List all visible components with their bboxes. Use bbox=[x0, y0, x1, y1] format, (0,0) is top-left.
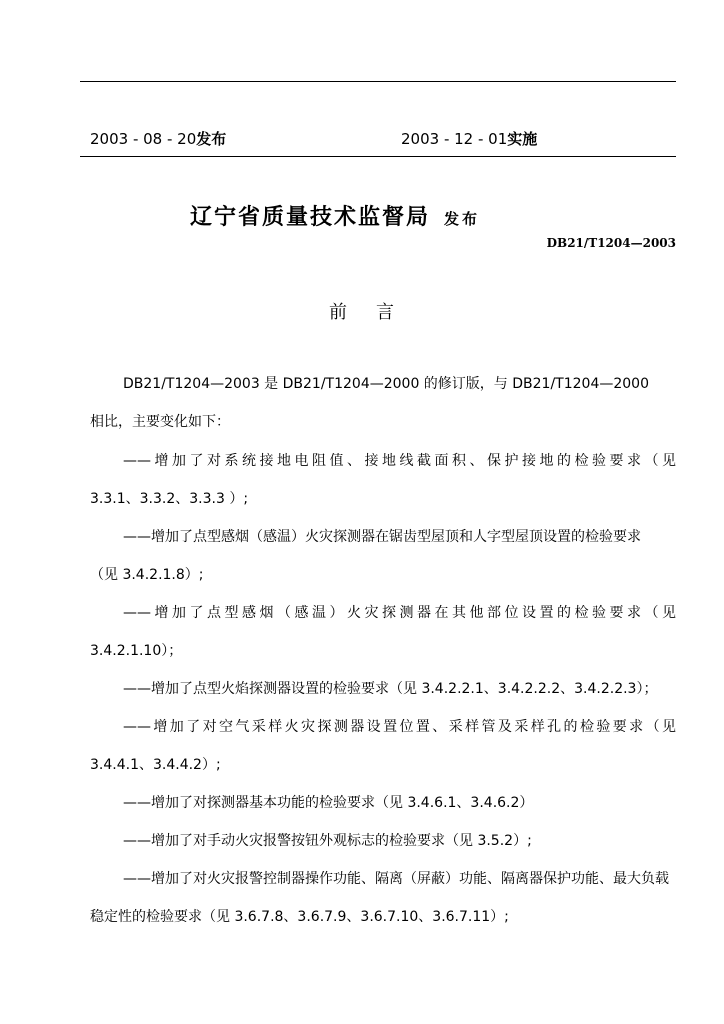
list-item-line: ——增加了对手动火灾报警按钮外观标志的检验要求（见 3.5.2）; bbox=[123, 833, 532, 849]
paragraph-line: 相比，主要变化如下： bbox=[90, 414, 230, 430]
list-item-line: （见 3.4.2.1.8）; bbox=[90, 567, 204, 583]
paragraph-line: DB21/T1204—2003 是 DB21/T1204—2000 的修订版，与 DB21/T1204—2000 bbox=[123, 376, 649, 392]
list-item-line: 3.4.2.1.10）； bbox=[90, 643, 183, 659]
list-item-line: ——增加了点型感烟（感温）火灾探测器在其他部位设置的检验要求（见 bbox=[123, 605, 676, 621]
agency-name: 辽宁省质量技术监督局 bbox=[190, 205, 431, 230]
list-item-line: ——增加了点型感烟（感温）火灾探测器在锯齿型屋顶和人字型屋顶设置的检验要求 bbox=[123, 529, 641, 545]
agency-suffix: 发布 bbox=[444, 210, 481, 228]
header-rule bbox=[80, 156, 676, 157]
issue-date: 2003 - 08 - 20发布 bbox=[90, 130, 227, 148]
list-item-line: 稳定性的检验要求（见 3.6.7.8、3.6.7.9、3.6.7.10、3.6.7.11）; bbox=[90, 909, 509, 925]
list-item-line: ——增加了对空气采样火灾探测器设置位置、采样管及采样孔的检验要求（见 bbox=[123, 719, 676, 735]
foreword-heading: 前 言 bbox=[329, 302, 395, 323]
standard-number: DB21/T1204—2003 bbox=[546, 236, 676, 250]
issuing-agency bbox=[190, 200, 480, 231]
list-item-line: ——增加了点型火焰探测器设置的检验要求（见 3.4.2.2.1、3.4.2.2.2、3.4.2.2.3）； bbox=[123, 681, 658, 697]
dates-row bbox=[90, 128, 676, 150]
top-rule bbox=[80, 81, 676, 82]
list-item-line: ——增加了对探测器基本功能的检验要求（见 3.4.6.1、3.4.6.2） bbox=[123, 795, 534, 811]
list-item-line: 3.3.1、3.3.2、3.3.3 ）; bbox=[90, 491, 249, 507]
implementation-date: 2003 - 12 - 01实施 bbox=[401, 130, 538, 148]
list-item-line: ——增加了对火灾报警控制器操作功能、隔离（屏蔽）功能、隔离器保护功能、最大负载 bbox=[123, 871, 669, 887]
list-item-line: ——增加了对系统接地电阻值、接地线截面积、保护接地的检验要求（见 bbox=[123, 453, 676, 469]
list-item-line: 3.4.4.1、3.4.4.2）; bbox=[90, 757, 221, 773]
